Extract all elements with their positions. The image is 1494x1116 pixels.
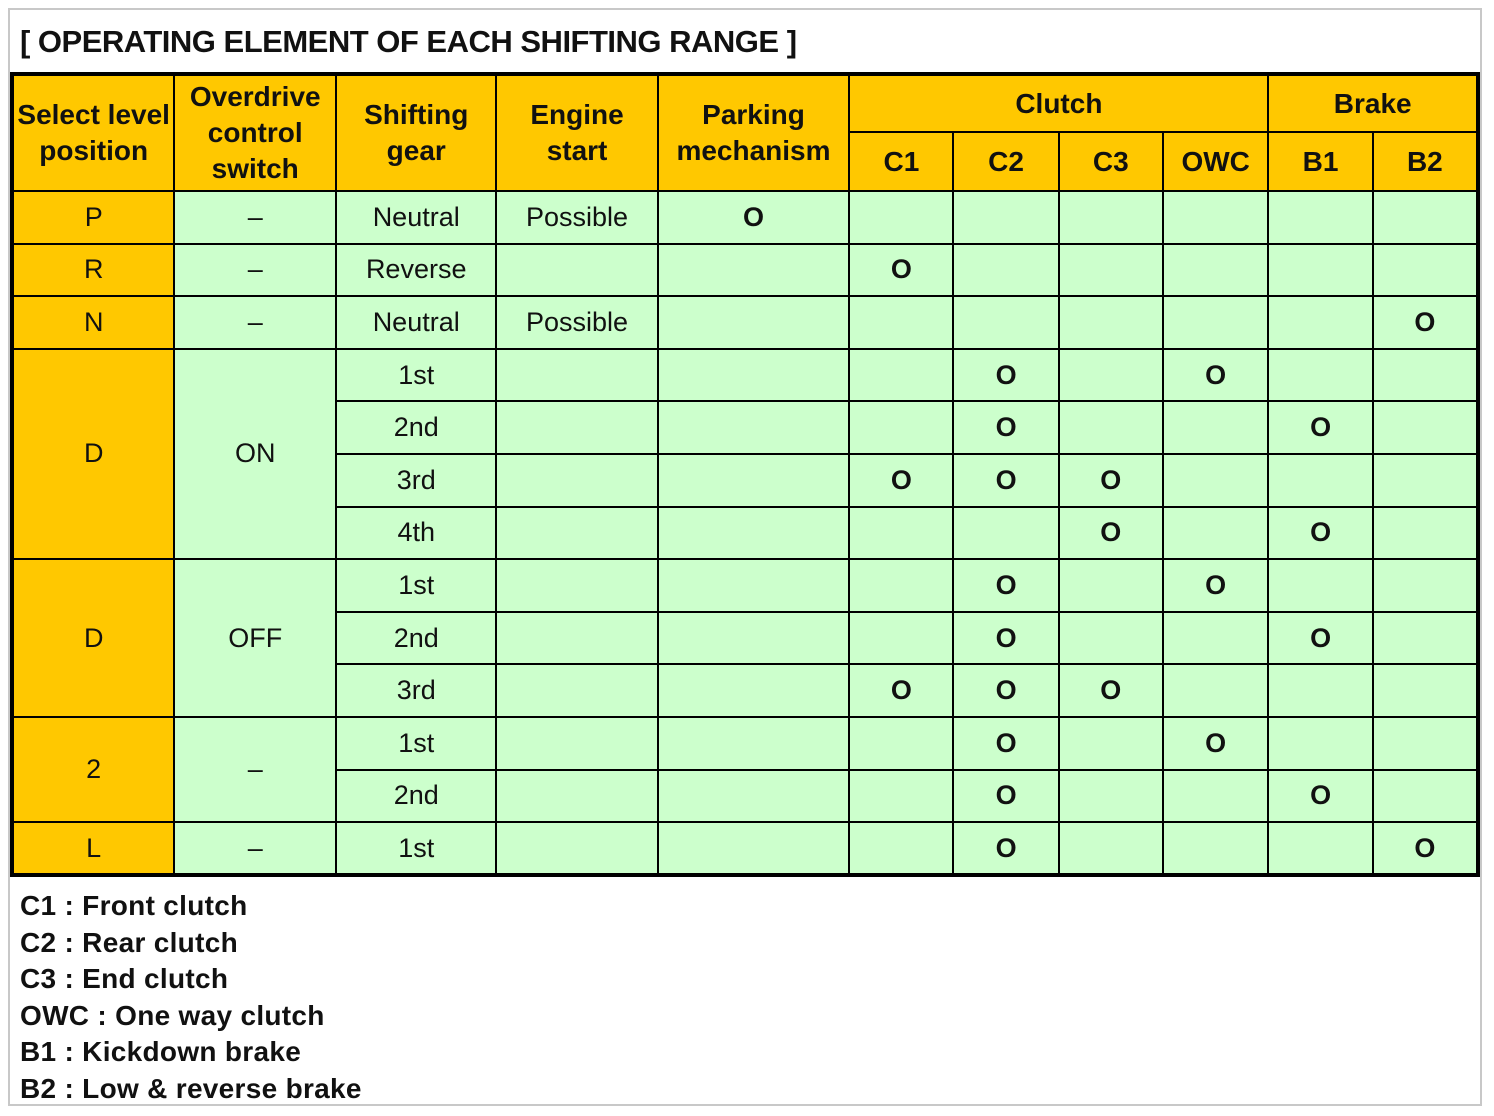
header-shifting-gear: Shifting gear <box>336 74 496 191</box>
cell-parking <box>658 664 850 717</box>
cell-c3 <box>1059 717 1163 770</box>
cell-c1 <box>849 612 953 665</box>
operating-mark: O <box>890 675 912 706</box>
cell-c1 <box>849 191 953 244</box>
table-row <box>12 244 1478 297</box>
cell-c2 <box>953 664 1058 717</box>
cell-engine <box>496 664 657 717</box>
header-c3: C3 <box>1059 132 1163 191</box>
cell-c2 <box>953 822 1058 875</box>
operating-mark: O <box>1100 464 1122 495</box>
cell-c1 <box>849 559 953 612</box>
operating-mark: O <box>995 780 1017 811</box>
legend-item-b2: B2 : Low & reverse brake <box>20 1072 362 1104</box>
operating-mark: O <box>1205 569 1227 600</box>
cell-b2 <box>1373 717 1478 770</box>
cell-b1 <box>1268 612 1372 665</box>
header-clutch: Clutch <box>849 74 1268 132</box>
cell-b1 <box>1268 559 1372 612</box>
legend-item-c2: C2 : Rear clutch <box>20 926 238 958</box>
cell-c3 <box>1059 454 1163 507</box>
cell-owc <box>1163 401 1269 454</box>
cell-b1 <box>1268 349 1372 402</box>
cell-c2 <box>953 244 1058 297</box>
cell-b1 <box>1268 822 1372 875</box>
cell-shifting-gear: 1st <box>336 559 496 612</box>
cell-engine <box>496 612 657 665</box>
cell-overdrive-switch: – <box>174 191 336 244</box>
cell-parking <box>658 401 850 454</box>
operating-mark: O <box>1205 727 1227 758</box>
cell-shifting-gear: Neutral <box>336 191 496 244</box>
cell-c2 <box>953 507 1058 560</box>
cell-c3 <box>1059 559 1163 612</box>
header-brake: Brake <box>1268 74 1478 132</box>
header-engine-start: Engine start <box>496 74 657 191</box>
cell-c3 <box>1059 664 1163 717</box>
cell-c3 <box>1059 349 1163 402</box>
cell-c1 <box>849 770 953 823</box>
cell-owc <box>1163 454 1269 507</box>
table-row <box>12 717 1478 770</box>
cell-engine <box>496 296 657 349</box>
legend <box>20 888 362 1108</box>
cell-c1 <box>849 717 953 770</box>
cell-b2 <box>1373 244 1478 297</box>
table-row <box>12 191 1478 244</box>
cell-b2 <box>1373 191 1478 244</box>
cell-shifting-gear: 3rd <box>336 664 496 717</box>
cell-select-position: N <box>12 296 174 349</box>
cell-select-position: D <box>12 349 174 559</box>
table-row <box>12 296 1478 349</box>
cell-parking <box>658 612 850 665</box>
operating-mark: O <box>1310 780 1332 811</box>
operating-mark: O <box>1414 306 1436 337</box>
table-row <box>12 349 1478 402</box>
cell-c1 <box>849 822 953 875</box>
cell-engine <box>496 401 657 454</box>
cell-overdrive-switch: OFF <box>174 559 336 717</box>
cell-c3 <box>1059 244 1163 297</box>
table-row <box>12 822 1478 875</box>
cell-owc <box>1163 664 1269 717</box>
cell-overdrive-switch: – <box>174 822 336 875</box>
cell-shifting-gear: 1st <box>336 349 496 402</box>
cell-c2 <box>953 612 1058 665</box>
cell-parking <box>658 717 850 770</box>
cell-overdrive-switch: – <box>174 717 336 822</box>
legend-item-owc: OWC : One way clutch <box>20 999 325 1031</box>
cell-c3 <box>1059 401 1163 454</box>
cell-b1 <box>1268 770 1372 823</box>
cell-c1 <box>849 664 953 717</box>
cell-engine <box>496 717 657 770</box>
cell-c3 <box>1059 822 1163 875</box>
cell-owc <box>1163 507 1269 560</box>
operating-mark: O <box>1100 517 1122 548</box>
legend-item-b1: B1 : Kickdown brake <box>20 1036 302 1068</box>
cell-c2 <box>953 717 1058 770</box>
cell-c2 <box>953 401 1058 454</box>
cell-overdrive-switch: – <box>174 244 336 297</box>
operating-mark: O <box>742 201 764 232</box>
cell-overdrive-switch: ON <box>174 349 336 559</box>
operating-mark: O <box>995 727 1017 758</box>
document-frame <box>8 8 1482 1106</box>
operating-mark: O <box>995 412 1017 443</box>
cell-parking <box>658 191 850 244</box>
cell-c2 <box>953 296 1058 349</box>
cell-select-position: L <box>12 822 174 875</box>
cell-c1 <box>849 244 953 297</box>
cell-owc <box>1163 191 1269 244</box>
cell-c3 <box>1059 770 1163 823</box>
legend-item-c3: C3 : End clutch <box>20 963 229 995</box>
cell-c3 <box>1059 507 1163 560</box>
cell-c2 <box>953 191 1058 244</box>
cell-shifting-gear: Reverse <box>336 244 496 297</box>
cell-c2 <box>953 559 1058 612</box>
cell-engine <box>496 507 657 560</box>
cell-b1 <box>1268 244 1372 297</box>
cell-b1 <box>1268 507 1372 560</box>
cell-parking <box>658 559 850 612</box>
cell-select-position: 2 <box>12 717 174 822</box>
operating-mark: O <box>995 622 1017 653</box>
cell-shifting-gear: 2nd <box>336 770 496 823</box>
cell-owc <box>1163 717 1269 770</box>
cell-c3 <box>1059 191 1163 244</box>
cell-shifting-gear: 1st <box>336 717 496 770</box>
operating-mark: O <box>995 675 1017 706</box>
cell-c1 <box>849 349 953 402</box>
cell-b1 <box>1268 296 1372 349</box>
cell-shifting-gear: 3rd <box>336 454 496 507</box>
cell-b2 <box>1373 559 1478 612</box>
operating-mark: O <box>1205 359 1227 390</box>
operating-mark: O <box>995 832 1017 863</box>
cell-c1 <box>849 296 953 349</box>
engine-start-value: Possible <box>526 201 629 232</box>
cell-b2 <box>1373 454 1478 507</box>
cell-shifting-gear: 4th <box>336 507 496 560</box>
cell-parking <box>658 822 850 875</box>
operating-element-table <box>10 72 1480 877</box>
cell-c3 <box>1059 296 1163 349</box>
cell-c2 <box>953 454 1058 507</box>
cell-c1 <box>849 507 953 560</box>
cell-owc <box>1163 296 1269 349</box>
cell-b2 <box>1373 349 1478 402</box>
operating-mark: O <box>995 359 1017 390</box>
cell-c1 <box>849 401 953 454</box>
header-select-level-position: Select level position <box>12 74 174 191</box>
cell-select-position: R <box>12 244 174 297</box>
cell-parking <box>658 244 850 297</box>
cell-b1 <box>1268 191 1372 244</box>
cell-b2 <box>1373 507 1478 560</box>
cell-owc <box>1163 822 1269 875</box>
cell-select-position: P <box>12 191 174 244</box>
cell-engine <box>496 454 657 507</box>
header-overdrive-control-switch: Overdrive control switch <box>174 74 336 191</box>
cell-engine <box>496 822 657 875</box>
cell-c3 <box>1059 612 1163 665</box>
operating-mark: O <box>995 569 1017 600</box>
cell-select-position: D <box>12 559 174 717</box>
document-title: [ OPERATING ELEMENT OF EACH SHIFTING RANGE ] <box>20 24 797 59</box>
cell-c2 <box>953 770 1058 823</box>
cell-shifting-gear: 2nd <box>336 612 496 665</box>
cell-overdrive-switch: – <box>174 296 336 349</box>
cell-owc <box>1163 244 1269 297</box>
operating-mark: O <box>995 464 1017 495</box>
header-c2: C2 <box>953 132 1058 191</box>
operating-mark: O <box>890 464 912 495</box>
cell-b1 <box>1268 664 1372 717</box>
operating-mark: O <box>1310 517 1332 548</box>
cell-engine <box>496 349 657 402</box>
header-c1: C1 <box>849 132 953 191</box>
cell-c1 <box>849 454 953 507</box>
cell-parking <box>658 507 850 560</box>
cell-c2 <box>953 349 1058 402</box>
cell-owc <box>1163 349 1269 402</box>
table-row <box>12 559 1478 612</box>
legend-item-c1: C1 : Front clutch <box>20 890 248 921</box>
operating-mark: O <box>1310 622 1332 653</box>
cell-shifting-gear: 2nd <box>336 401 496 454</box>
cell-shifting-gear: Neutral <box>336 296 496 349</box>
operating-mark: O <box>1310 412 1332 443</box>
cell-b2 <box>1373 401 1478 454</box>
cell-b2 <box>1373 822 1478 875</box>
cell-shifting-gear: 1st <box>336 822 496 875</box>
cell-b2 <box>1373 296 1478 349</box>
table-body <box>12 191 1478 875</box>
operating-mark: O <box>1414 832 1436 863</box>
cell-b1 <box>1268 717 1372 770</box>
cell-b2 <box>1373 612 1478 665</box>
cell-engine <box>496 191 657 244</box>
cell-parking <box>658 454 850 507</box>
header-b1: B1 <box>1268 132 1372 191</box>
engine-start-value: Possible <box>526 306 629 337</box>
cell-engine <box>496 244 657 297</box>
cell-b1 <box>1268 401 1372 454</box>
cell-parking <box>658 770 850 823</box>
cell-b2 <box>1373 770 1478 823</box>
operating-mark: O <box>890 254 912 285</box>
header-parking-mechanism: Parking mechanism <box>658 74 850 191</box>
cell-owc <box>1163 559 1269 612</box>
cell-engine <box>496 559 657 612</box>
cell-engine <box>496 770 657 823</box>
cell-parking <box>658 349 850 402</box>
header-owc: OWC <box>1163 132 1269 191</box>
header-b2: B2 <box>1373 132 1478 191</box>
cell-b2 <box>1373 664 1478 717</box>
cell-owc <box>1163 612 1269 665</box>
cell-b1 <box>1268 454 1372 507</box>
cell-parking <box>658 296 850 349</box>
cell-owc <box>1163 770 1269 823</box>
operating-mark: O <box>1100 675 1122 706</box>
